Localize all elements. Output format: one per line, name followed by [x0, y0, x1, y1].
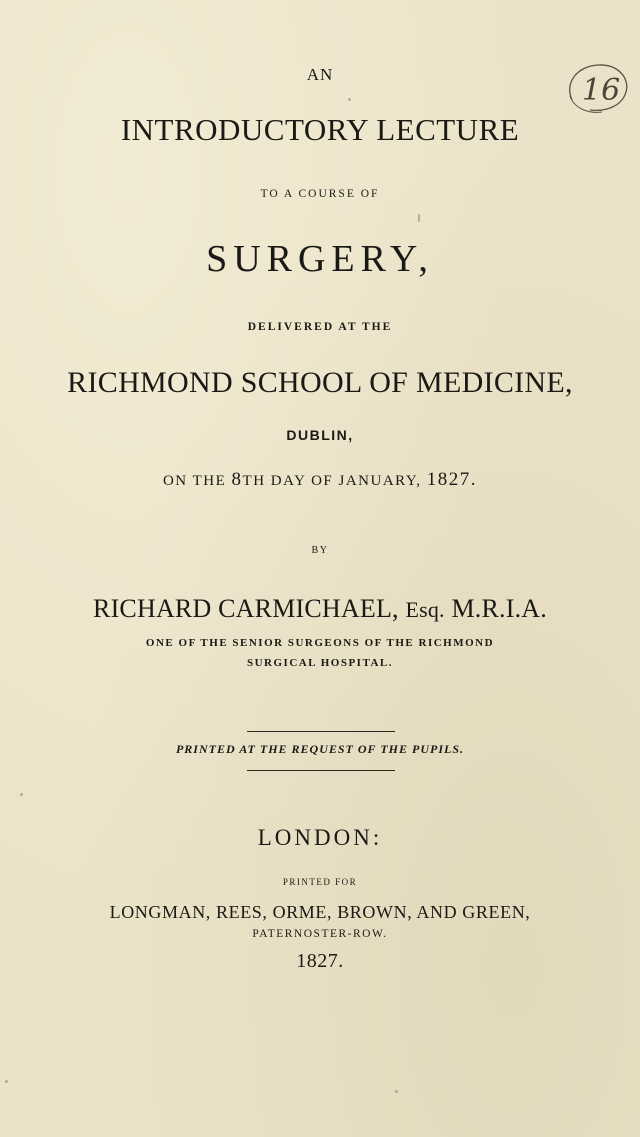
- author-esq: Esq.: [405, 597, 445, 622]
- author-name: RICHARD CARMICHAEL,: [93, 594, 406, 623]
- printed-at-request: PRINTED AT THE REQUEST OF THE PUPILS.: [175, 742, 465, 756]
- title-introductory-lecture: INTRODUCTORY LECTURE: [120, 112, 520, 147]
- subtitle-to-a-course-of: TO A COURSE OF: [260, 188, 380, 200]
- title-surgery: SURGERY,: [206, 238, 434, 280]
- author-position-line1: ONE OF THE SENIOR SURGEONS OF THE RICHMOND: [145, 637, 495, 649]
- school-name: RICHMOND SCHOOL OF MEDICINE,: [67, 366, 573, 399]
- date-rest: TH DAY OF JANUARY,: [242, 473, 427, 489]
- paper-speck: [5, 1080, 8, 1083]
- author-position-line2: SURGICAL HOSPITAL.: [247, 657, 393, 669]
- pencil-circle-icon: [560, 60, 632, 120]
- date-prefix: ON THE: [162, 473, 232, 489]
- date-day: 8: [231, 469, 243, 490]
- delivered-at-the: DELIVERED AT THE: [247, 321, 393, 333]
- divider-bottom: [247, 770, 395, 771]
- paper-speck: [20, 793, 23, 796]
- by-label: BY: [311, 545, 329, 556]
- date-year: 1827.: [426, 469, 478, 490]
- author-suffix: M.R.I.A.: [444, 594, 547, 623]
- imprint-year: 1827.: [296, 950, 344, 972]
- divider-top: [247, 731, 395, 732]
- lecture-date: [0, 470, 640, 489]
- paper-speck: [395, 1090, 398, 1093]
- author-line: [0, 596, 640, 622]
- handwritten-number: 16: [582, 73, 621, 108]
- paper-speck: [348, 98, 351, 101]
- imprint-london: LONDON:: [257, 825, 383, 850]
- city-dublin: DUBLIN,: [286, 427, 354, 443]
- title-an: AN: [306, 65, 334, 84]
- imprint-address: PATERNOSTER-ROW.: [252, 928, 388, 940]
- handwritten-mark: [560, 60, 632, 120]
- paper-speck: [418, 214, 420, 222]
- imprint-printed-for: PRINTED FOR: [282, 877, 358, 887]
- imprint-publishers: LONGMAN, REES, ORME, BROWN, AND GREEN,: [109, 902, 531, 922]
